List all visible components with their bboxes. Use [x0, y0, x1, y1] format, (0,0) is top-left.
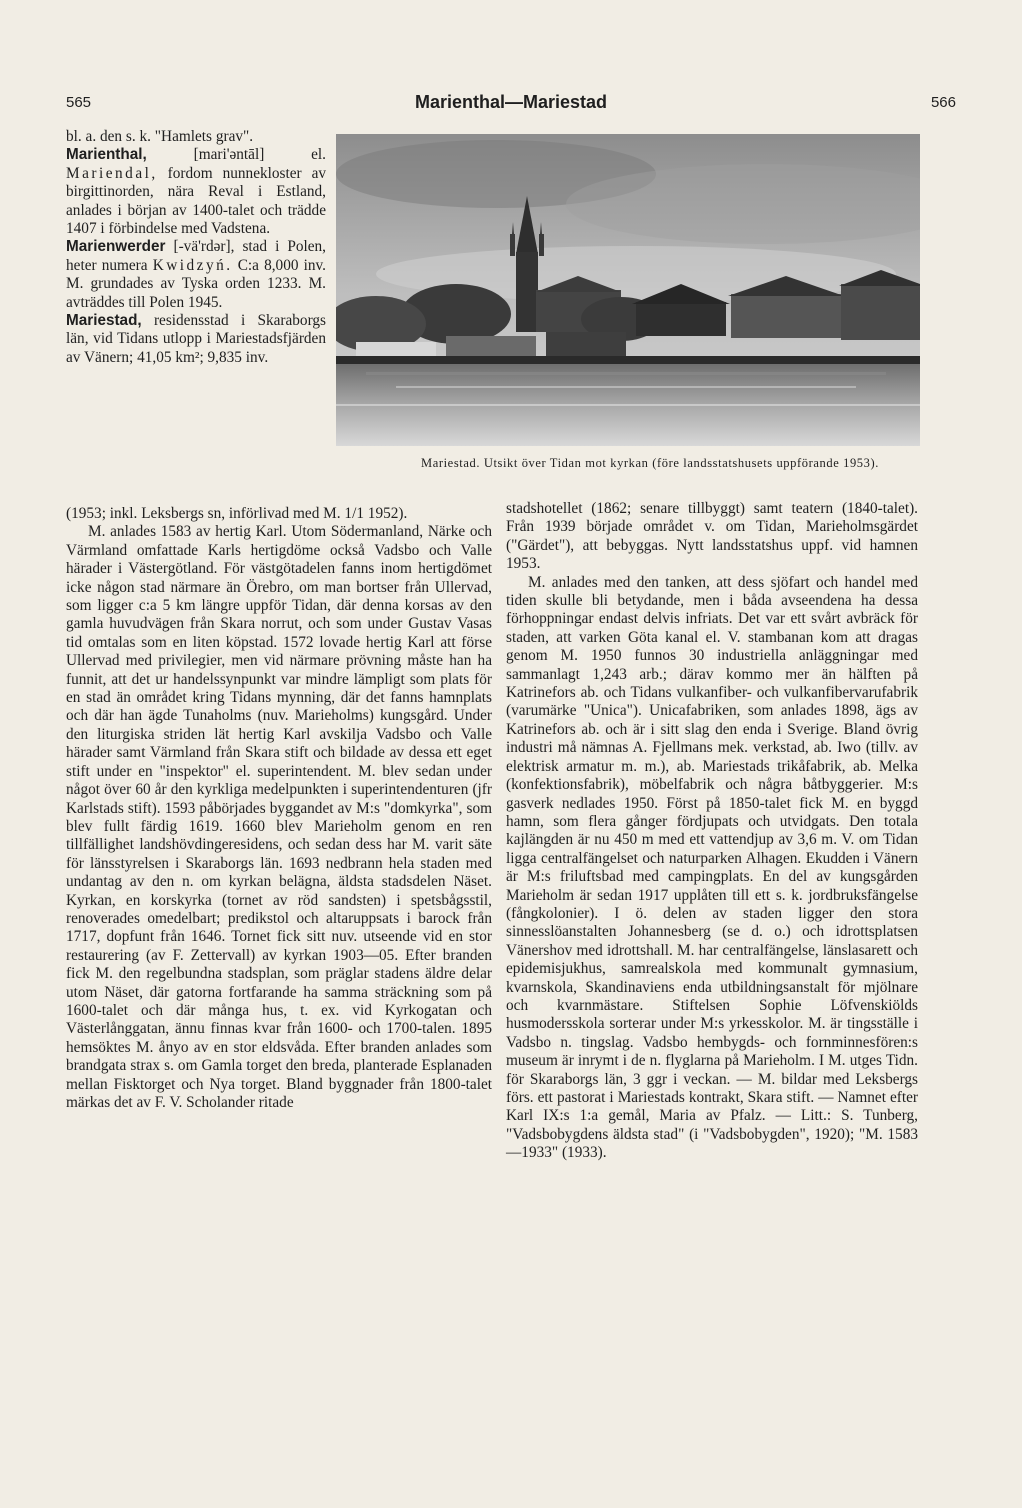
left-column	[66, 505, 492, 1112]
body-mariestad-intro: residensstad i Skaraborgs län, vid Tidans utlopp i Mariestadsfjärden av Vänern; 41,05 km²; 9,835 inv.	[66, 312, 327, 366]
right-column	[506, 500, 918, 1163]
pronunciation-marienwerder: [-vä'rdər],	[173, 238, 235, 256]
entry-mariestad	[66, 312, 326, 367]
body-marienwerder-2: C:a 8,000 inv. M. grundades av Tyska orden 1233. M. avträddes till Polen 1945.	[66, 256, 326, 311]
headword-marienwerder: Marienwerder	[66, 238, 166, 256]
headword-mariestad: Mariestad,	[66, 312, 142, 330]
photo-caption: Mariestad. Utsikt över Tidan mot kyrkan (före landsstatshusets uppförande 1953).	[420, 456, 879, 470]
body-marienwerder-1: stad i Polen, heter numera	[66, 238, 327, 274]
name-kwidzyn: Kwidzyń.	[152, 256, 233, 274]
mariestad-population-note: (1953; inkl. Leksbergs sn, införlivad med M. 1/1 1952).	[66, 505, 408, 522]
mariestad-economy: M. anlades med den tanken, att dess sjöfart och handel med tiden skulle bli betydande, men i båda avseendena ha dessa förhoppningar endast delvis infriats. Det var ett svårt avbräck för staden, att varken Göta kanal el. V. stambanan kom att dragas genom M. 1950 funnos 30 industriella anläggningar med sammanlagt 1,243 arb.; därav kommo mer än hälften på Katrinefors ab. och Tidans vulkanfiber- och vulkanfibervarufabrik (varumärke "Unica"). Unicafabriken, som anlades 1898, ägs av Katrinefors ab. och är i sitt slag den enda i Sverige. Bland övrig industri må nämnas A. Fjellmans mek. verkstad, ab. Iwo (tillv. av elektrisk armatur m. m.), ab. Mariestads trikåfabrik, ab. Melka (konfektionsfabrik), möbelfabrik och några båtbyggerier. M:s gasverk nedlades 1950. Först på 1850-talet fick M. en byggd hamn, som flera gånger fördjupats och utvidgats. Den totala kajlängden är nu 450 m med ett vattendjup av 3,6 m. V. om Tidan ligga centralfängelset och naturparken Alhagen. Ekudden i Vänern är M:s friluftsbad med campingplats. En del av kungsgården Marieholm är sedan 1917 upplåten till ett s. k. jordbruksfängelse (fångkolonier). I ö. delen av staden ligger den stora sinnesslöanstalten Johannesberg (se d. o.) och idrottsplatsen Vänershov med idrottshall. M. har centralfängelse, länslasarett och epidemisjukhus, samrealskola med kommunalt gymnasium, kvarnskola, Skandinaviens enda utbildningsanstalt för mjölnare och kvarnmästare. Stiftelsen Sophie Löfvenskiölds husmodersskola sorterar under M:s yrkesskolor. M. är tingsställe i Vadsbo n. tingslag. Vadsbo hembygds- och fornminnesfören:s museum är inrymt i de n. flyglarna på Marieholm. I M. utges Tidn. för Skaraborgs län, 3 ggr i veckan. — M. bildar med Leksbergs förs. ett pastorat i Mariestads kontrakt, Skara stift. — Namnet efter Karl IX:s 1:a gemål, Maria av Pfalz. — Litt.: S. Tunberg, "Vadsbobygdens äldsta stad" (i "Vadsbobygden", 1920); "M. 1583—1933" (1933).	[506, 573, 918, 1162]
alt-name-mariendal: Mariendal,	[66, 164, 158, 182]
entry-marienwerder	[66, 238, 326, 312]
page-number-right: 566	[930, 94, 956, 111]
pronunciation-marienthal: [mari'əntāl] el.	[193, 146, 326, 164]
body-marienthal: fordom nunnekloster av birgittinorden, nära Reval i Estland, anlades i början av 1400-talet och trädde 1407 i förbindelse med Vadstena.	[66, 164, 327, 238]
photo-mariestad-church	[336, 134, 920, 446]
entry-marienthal	[66, 146, 326, 238]
photo-illustration	[336, 134, 920, 446]
top-left-column	[66, 128, 326, 367]
page-number-left: 565	[66, 94, 92, 111]
page-header	[66, 94, 956, 120]
mariestad-buildings: stadshotellet (1862; senare tillbyggt) samt teatern (1840-talet). Från 1939 började området v. om Tidan, Marieholmsgärdet ("Gärdet"), att bebyggas. Nytt landsstatshus uppf. vid hamnen 1953.	[506, 500, 918, 573]
headword-marienthal: Marienthal,	[66, 146, 147, 164]
running-title: Marienthal—Mariestad	[414, 92, 608, 112]
mariestad-history: M. anlades 1583 av hertig Karl. Utom Södermanland, Närke och Värmland omfattade Karls hertigdöme också Vadsbo och Valle härader i Västergötland. För västgötadelen fanns inom hertigdömet icke någon stad närmare än Örebro, om man bortser från Ullervad, som ligger c:a 5 km längre uppför Tidan, där denna korsas av den gamla huvudvägen från Skara norrut, och som under Gustav Vasas tid omtalas som en liten köpstad. 1572 lovade hertig Karl att förse Ullervad med privilegier, men vid närmare prövning måste han ha funnit, att det ur handelssynpunkt var mindre lämpligt som plats för en stad än området kring Tidans mynning, där det fanns hamnplats och där han ägde Tunaholms (nuv. Marieholms) kungsgård. Under den liturgiska striden lät hertig Karl avskilja Vadsbo och Valle härader samt Värmland från Skara stift och bildade av dessa ett eget stift under en "inspektor" el. superintendent. M. blev sedan under något över 60 år den kyrkliga medelpunkten i superintendenturen (jfr Karlstads stift). 1593 påbörjades byggandet av M:s "domkyrka", som blev fullt färdig 1619. 1660 blev Marieholm genom en ren tillfällighet landshövdingeresidens, och sedan dess har M. varit säte för länsstyrelsen i Skaraborgs län. 1693 nedbrann hela staden med undantag av den n. om kyrkan belägna, äldsta stadsdelen Näset. Kyrkan, en korskyrka (tornet av röd sandsten) i spetsbågsstil, renoverades omedelbart; predikstol och altaruppsats i barock från 1717, dopfunt från 1646. Tornet fick sitt nuv. utseende vid en stor restaurering (av F. Zettervall) av kyrkan 1903—05. Efter branden fick M. den regelbundna stadsplan, som präglar stadens äldre delar utom Näset, där gatorna fortfarande ha samma sträckning som på 1600-talet och där många hus, t. ex. vid Kyrkogatan och Västerlånggatan, ännu finnas kvar från 1600- och 1700-talen. 1895 hemsöktes M. ånyo av en stor eldsvåda. Efter branden anlades som brandgata strax s. om Gamla torget den breda, planterade Esplanaden mellan Fisktorget och Nya torget. Bland byggnader från 1800-talet märkas det av F. V. Scholander ritade	[66, 523, 492, 1111]
entry-hamlet-continuation: bl. a. den s. k. "Hamlets grav".	[66, 128, 254, 145]
